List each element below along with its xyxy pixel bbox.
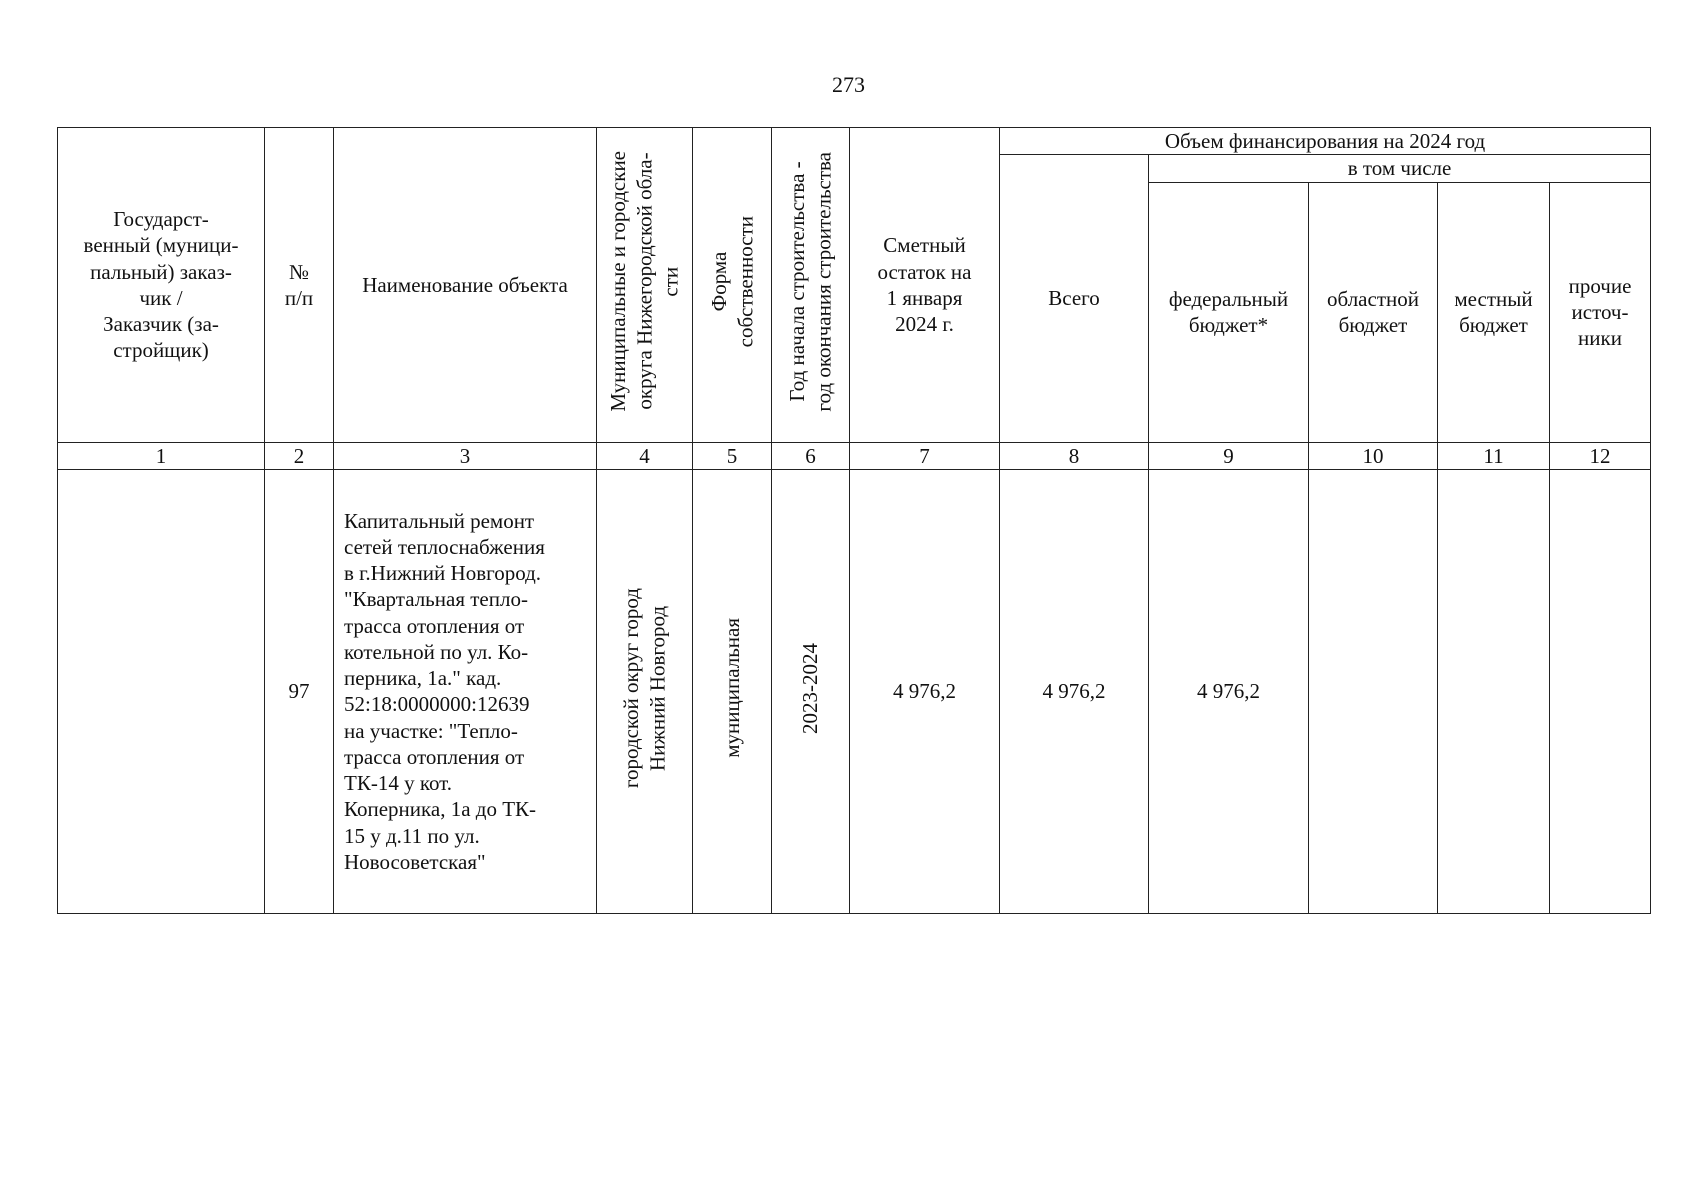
column-number: 5 (693, 442, 772, 469)
column-number: 12 (1550, 442, 1651, 469)
header-including: в том числе (1149, 155, 1651, 182)
column-number: 3 (334, 442, 597, 469)
header-ownership: Форма собственности (693, 128, 772, 443)
cell-object-name: Капитальный ремонт сетей теплоснабжения в г.Нижний Новгород. "Квартальная тепло- трасса отопления от котельной по ул. Ко- перника, 1а." кад. 52:18:0000000:12639 на участке: "Тепло- трасса отопления от ТК-14 у кот. Коперника, 1а до ТК- 15 у д.11 по ул. Новосоветская" (334, 469, 597, 913)
header-object-name: Наименование объекта (334, 128, 597, 443)
table-row (58, 469, 1651, 913)
header-federal: федеральный бюджет* (1149, 182, 1309, 442)
header-customer: Государст- венный (муници- пальный) заказ- чик / Заказчик (за- стройщик) (58, 128, 265, 443)
cell-municipality: городской округ город Нижний Новгород (597, 469, 693, 913)
header-municipality: Муниципальные и городские округа Нижегородской обла- сти (597, 128, 693, 443)
header-number: № п/п (265, 128, 334, 443)
page-number: 273 (832, 72, 865, 97)
cell-number: 97 (265, 469, 334, 913)
column-number: 6 (772, 442, 850, 469)
column-number: 1 (58, 442, 265, 469)
column-number: 11 (1438, 442, 1550, 469)
cell-federal: 4 976,2 (1149, 469, 1309, 913)
column-number-row (58, 442, 1651, 469)
header-row-1 (58, 128, 1651, 155)
column-number: 9 (1149, 442, 1309, 469)
header-total: Всего (1000, 155, 1149, 442)
header-years: Год начала строительства - год окончания строительства (772, 128, 850, 443)
cell-ownership: муниципальная (693, 469, 772, 913)
cell-years: 2023-2024 (772, 469, 850, 913)
header-other: прочие источ- ники (1550, 182, 1651, 442)
column-number: 8 (1000, 442, 1149, 469)
column-number: 7 (850, 442, 1000, 469)
header-funding: Объем финансирования на 2024 год (1000, 128, 1651, 155)
header-regional: областной бюджет (1309, 182, 1438, 442)
cell-other (1550, 469, 1651, 913)
cell-total: 4 976,2 (1000, 469, 1149, 913)
header-balance: Сметный остаток на 1 января 2024 г. (850, 128, 1000, 443)
cell-local (1438, 469, 1550, 913)
cell-balance: 4 976,2 (850, 469, 1000, 913)
cell-customer (58, 469, 265, 913)
header-local: местный бюджет (1438, 182, 1550, 442)
column-number: 10 (1309, 442, 1438, 469)
financing-table (57, 127, 1651, 914)
column-number: 2 (265, 442, 334, 469)
column-number: 4 (597, 442, 693, 469)
cell-regional (1309, 469, 1438, 913)
